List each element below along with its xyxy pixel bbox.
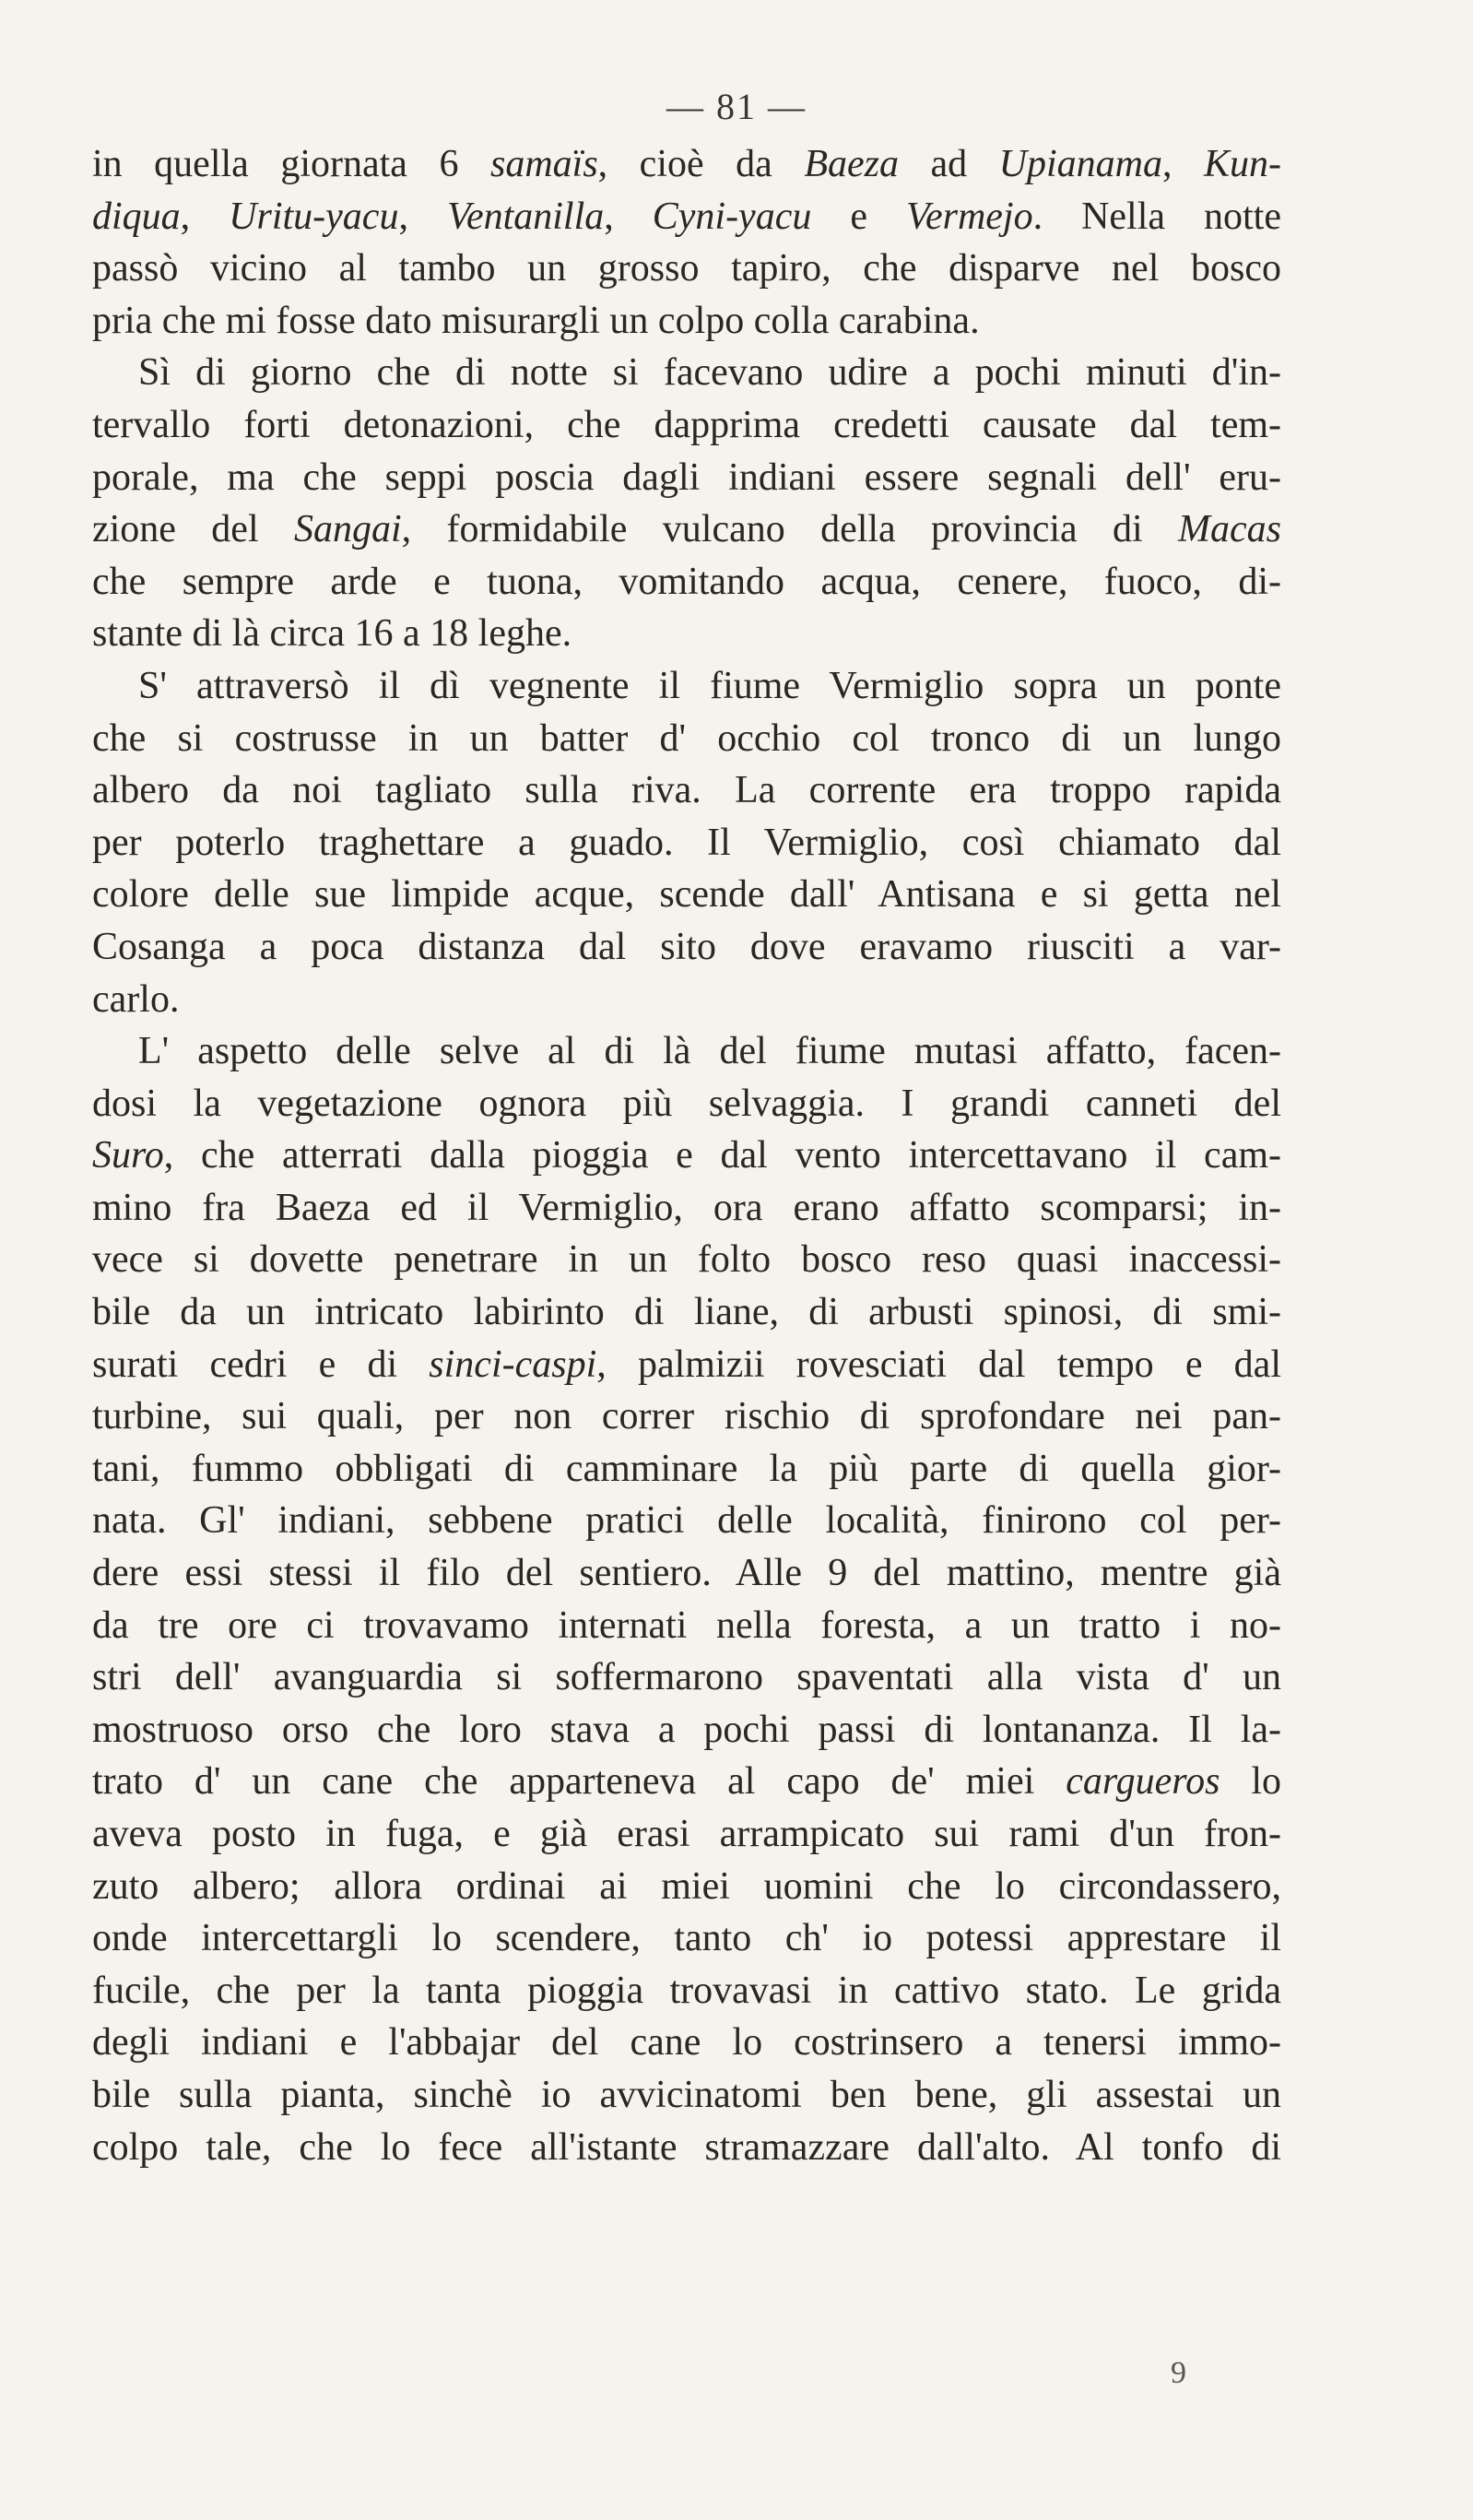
text-line: bile sulla pianta, sinchè io avvicinatomi ben bene, gli assestai un bbox=[92, 2073, 1281, 2116]
page-number-header: — 81 — bbox=[666, 86, 807, 127]
text-line: surati cedri e di sinci-caspi, palmizii rovesciati dal tempo e dal bbox=[92, 1343, 1281, 1386]
text-line: dere essi stessi il filo del sentiero. Alle 9 del mattino, mentre già bbox=[92, 1552, 1281, 1595]
text-line: tani, fummo obbligati di camminare la più parte di quella gior- bbox=[92, 1447, 1281, 1490]
text-line: vece si dovette penetrare in un folto bosco reso quasi inaccessi- bbox=[92, 1238, 1281, 1282]
text-line: Suro, che atterrati dalla pioggia e dal vento intercettavano il cam- bbox=[92, 1134, 1281, 1177]
text-line: colore delle sue limpide acque, scende dall' Antisana e si getta nel bbox=[92, 873, 1281, 917]
text-line: porale, ma che seppi poscia dagli indiani essere segnali dell' eru- bbox=[92, 455, 1281, 499]
text-line: stante di là circa 16 a 18 leghe. bbox=[92, 612, 572, 656]
text-line: fucile, che per la tanta pioggia trovavasi in cattivo stato. Le grida bbox=[92, 1969, 1281, 2012]
text-line: zione del Sangai, formidabile vulcano della provincia di Macas bbox=[92, 508, 1281, 551]
text-line: mostruoso orso che loro stava a pochi passi di lontananza. Il la- bbox=[92, 1708, 1281, 1751]
text-line: turbine, sui quali, per non correr rischio di sprofondare nei pan- bbox=[92, 1395, 1281, 1438]
signature-mark: 9 bbox=[1171, 2356, 1186, 2390]
text-line: mino fra Baeza ed il Vermiglio, ora erano affatto scomparsi; in- bbox=[92, 1186, 1281, 1229]
text-line: carlo. bbox=[92, 977, 180, 1021]
text-line: diqua, Uritu-yacu, Ventanilla, Cyni-yacu e Vermejo. Nella notte bbox=[92, 195, 1281, 238]
paragraph-start-line: S' attraversò il dì vegnente il fiume Vermiglio sopra un ponte bbox=[138, 664, 1281, 707]
paragraph-start-line: L' aspetto delle selve al di là del fiume mutasi affatto, facen- bbox=[138, 1030, 1281, 1073]
text-line: dosi la vegetazione ognora più selvaggia. I grandi canneti del bbox=[92, 1082, 1281, 1125]
paragraph-start-line: Sì di giorno che di notte si facevano udire a pochi minuti d'in- bbox=[138, 351, 1281, 395]
text-line: nata. Gl' indiani, sebbene pratici delle località, finirono col per- bbox=[92, 1499, 1281, 1543]
text-line: da tre ore ci trovavamo internati nella foresta, a un tratto i no- bbox=[92, 1603, 1281, 1647]
text-line: stri dell' avanguardia si soffermarono spaventati alla vista d' un bbox=[92, 1656, 1281, 1699]
text-line: albero da noi tagliato sulla riva. La corrente era troppo rapida bbox=[92, 769, 1281, 812]
text-line: Cosanga a poca distanza dal sito dove eravamo riusciti a var- bbox=[92, 925, 1281, 968]
text-line: in quella giornata 6 samaïs, cioè da Baeza ad Upianama, Kun- bbox=[92, 143, 1281, 185]
text-line: aveva posto in fuga, e già erasi arrampicato sui rami d'un fron- bbox=[92, 1813, 1281, 1855]
text-line: che sempre arde e tuona, vomitando acqua, cenere, fuoco, di- bbox=[92, 560, 1281, 603]
text-line: trato d' un cane che apparteneva al capo de' miei cargueros lo bbox=[92, 1760, 1281, 1804]
text-line: passò vicino al tambo un grosso tapiro, che disparve nel bosco bbox=[92, 247, 1281, 290]
text-line: zuto albero; allora ordinai ai miei uomini che lo circondassero, bbox=[92, 1864, 1281, 1908]
text-line: per poterlo traghettare a guado. Il Vermiglio, così chiamato dal bbox=[92, 821, 1281, 864]
body-text bbox=[92, 138, 1281, 2173]
text-line: colpo tale, che lo fece all'istante stramazzare dall'alto. Al tonfo di bbox=[92, 2125, 1281, 2169]
text-line: pria che mi fosse dato misurargli un colpo colla carabina. bbox=[92, 299, 980, 342]
text-line: tervallo forti detonazioni, che dapprima credetti causate dal tem- bbox=[92, 403, 1281, 446]
text-line: che si costrusse in un batter d' occhio col tronco di un lungo bbox=[92, 716, 1281, 760]
text-line: onde intercettargli lo scendere, tanto ch' io potessi apprestare il bbox=[92, 1917, 1281, 1960]
text-line: bile da un intricato labirinto di liane, di arbusti spinosi, di smi- bbox=[92, 1291, 1281, 1334]
text-line: degli indiani e l'abbajar del cane lo costrinsero a tenersi immo- bbox=[92, 2021, 1281, 2065]
